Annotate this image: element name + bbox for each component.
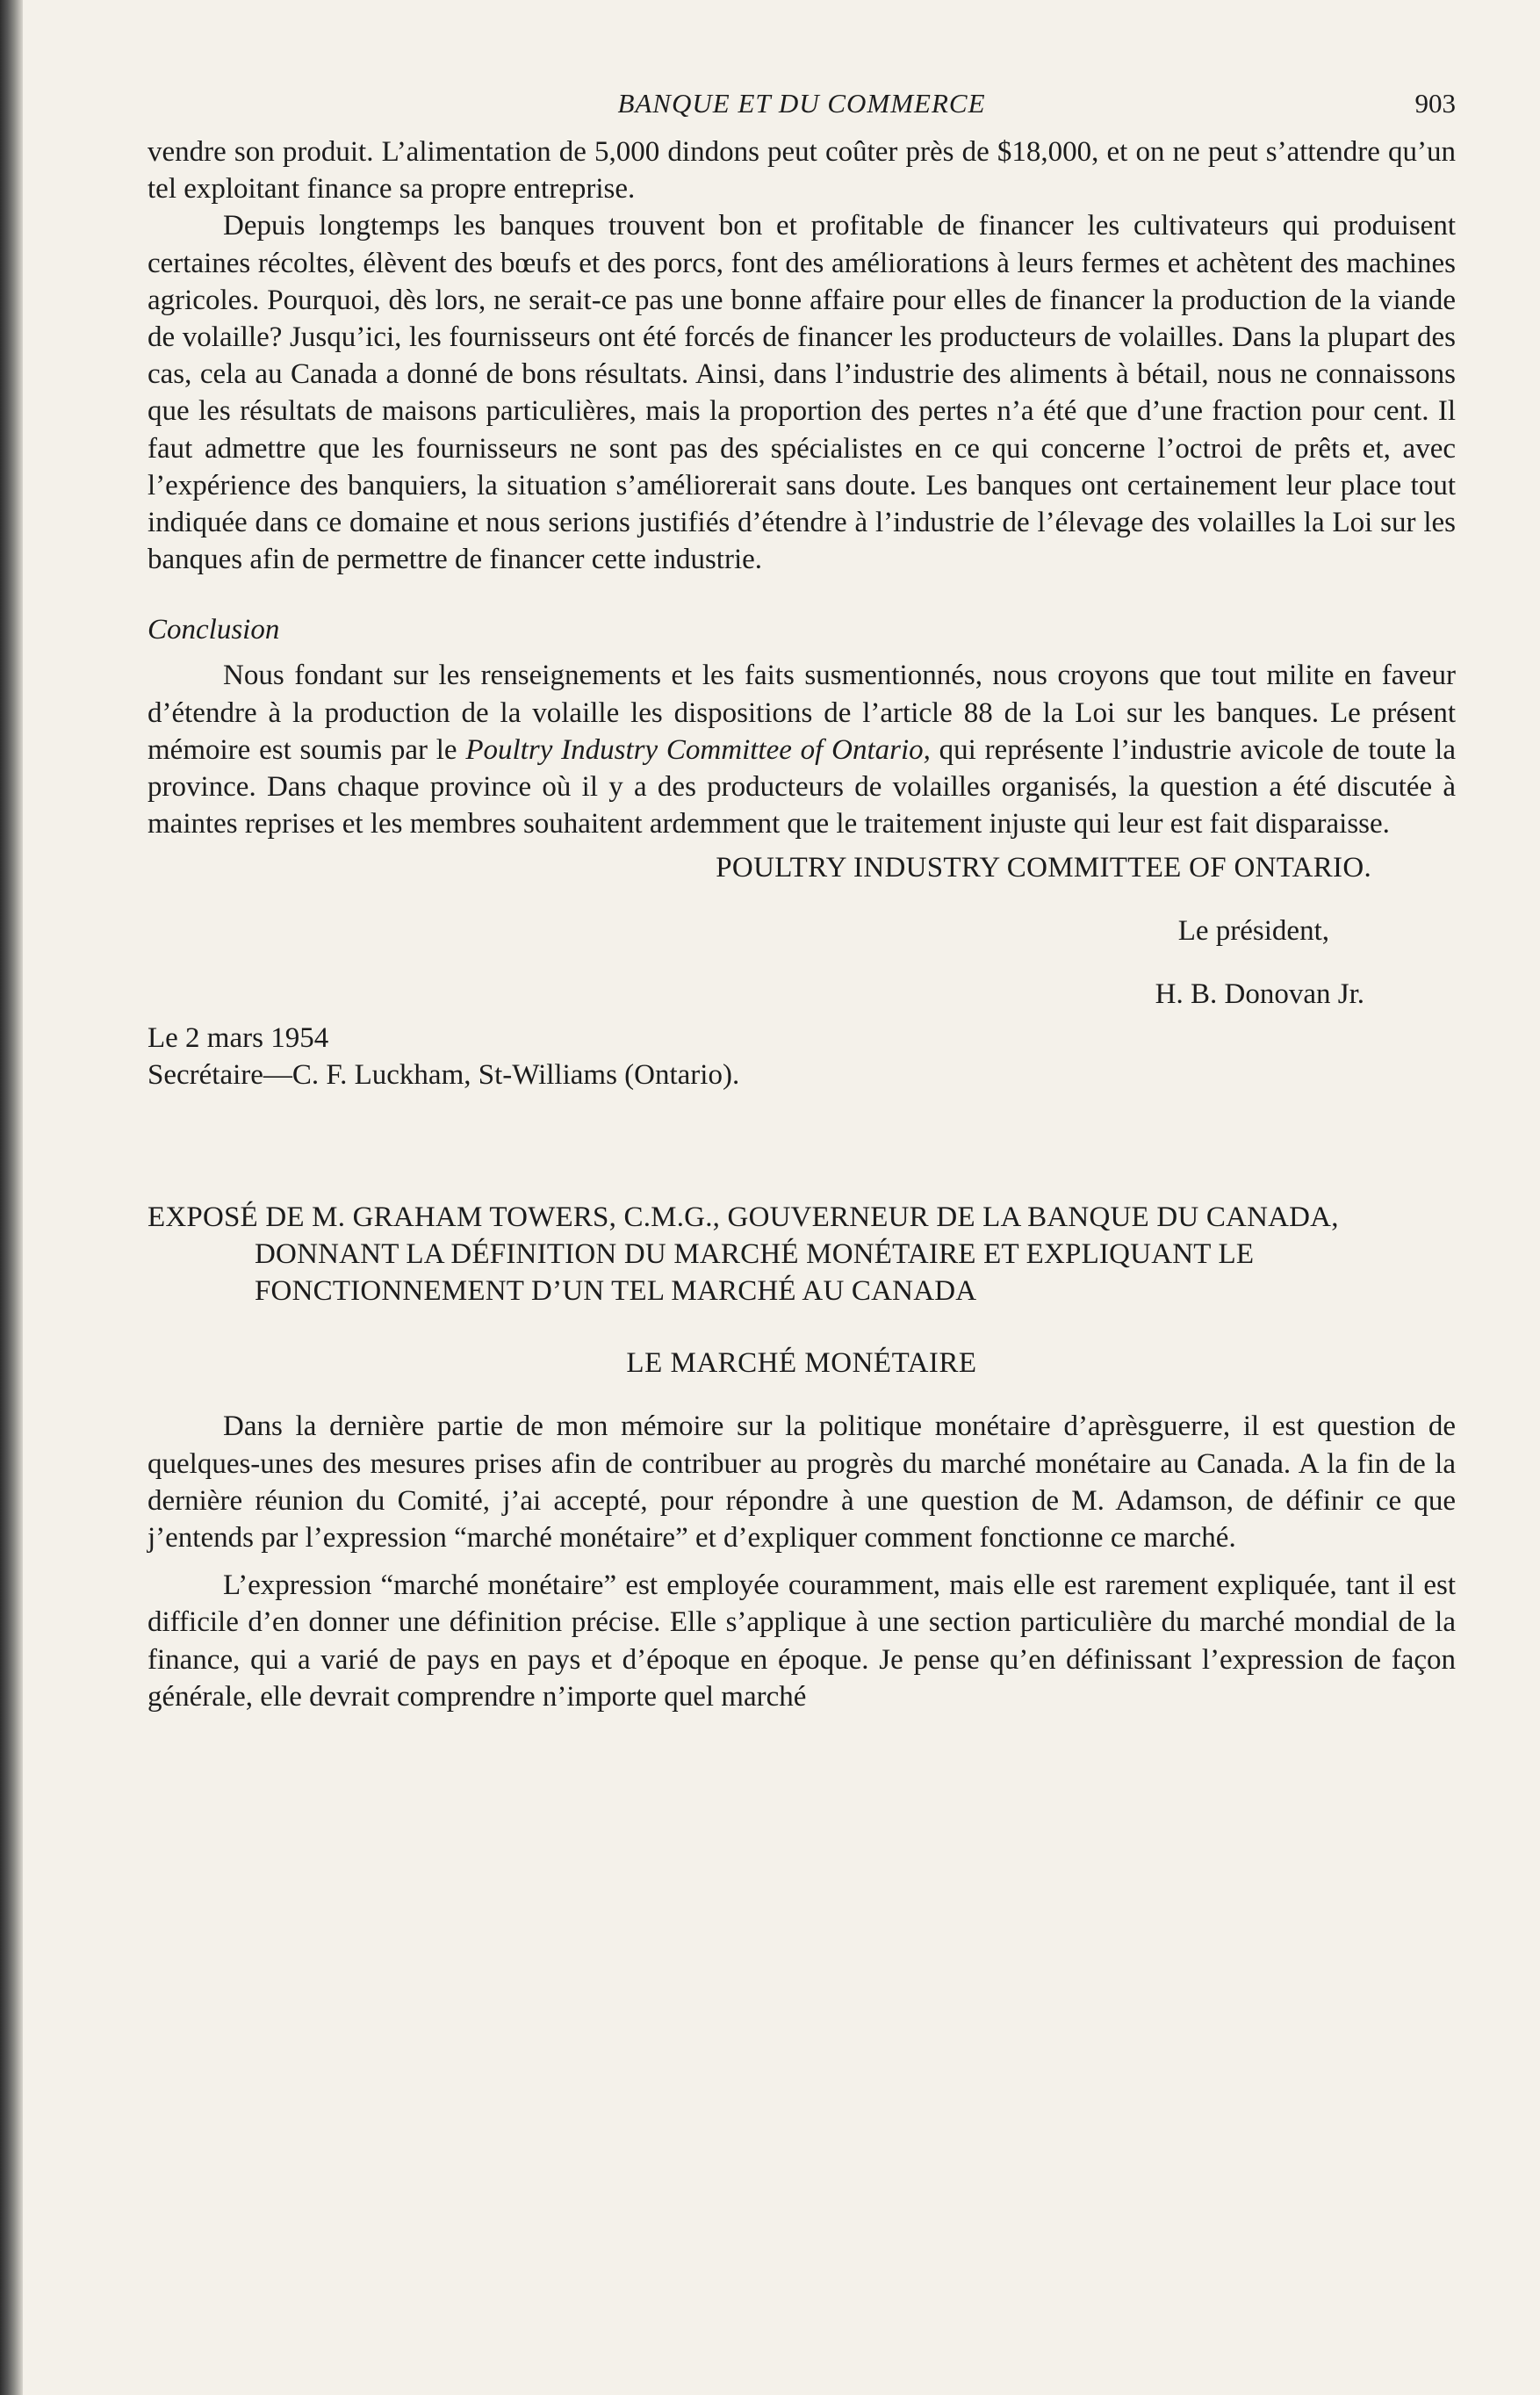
secretary-line: Secrétaire—C. F. Luckham, St-Williams (Ontario). [148,1059,740,1092]
signature-role: Le président, [1177,915,1329,948]
paragraph-money-market-definition: L’expression “marché monétaire” est employée couramment, mais elle est rarement expliquée, tant il est difficile d’en donner une définition précise. Elle s’applique à une section particulière du marché mondial de la finance, qui a varié de pays en pays et d’époque en époque. Je pense qu’en définissant l’expression de façon générale, elle devrait comprendre n’importe quel marché [148,1569,1456,1713]
paragraph-conclusion [148,657,1456,842]
committee-name-italic: Poultry Industry Committee of Ontario, [465,733,931,766]
section-heading-money-market: LE MARCHÉ MONÉTAIRE [626,1347,977,1380]
paragraph-continuation: vendre son produit. L’alimentation de 5,000 dindons peut coûter près de $18,000, et on ne peut s’attendre qu’un tel exploitant finance sa propre entreprise. [148,136,1456,206]
book-spine-shadow [0,0,23,2395]
document-page [148,88,1456,1715]
document-date: Le 2 mars 1954 [148,1022,329,1055]
running-header [148,88,1456,133]
statement-heading: EXPOSÉ DE M. GRAHAM TOWERS, C.M.G., GOUVERNEUR DE LA BANQUE DU CANADA, DONNANT LA DÉFINITION DU MARCHÉ MONÉTAIRE ET EXPLIQUANT LE FONCTIONNEMENT D’UN TEL MARCHÉ AU CANADA [148,1201,1339,1308]
conclusion-text-before: Nous fondant sur les renseignements et les faits susmentionnés, nous croyons que tout milite en faveur d’étendre à la production de la volaille les dispositions de l’article 88 de la Loi sur les banques. Le présent mémoire est soumis par le [148,660,1456,766]
paragraph-spacer [148,1556,1456,1567]
signature-name: H. B. Donovan Jr. [1155,978,1364,1011]
paragraph-money-market-intro: Dans la dernière partie de mon mémoire sur la politique monétaire d’aprèsguerre, il est question de quelques-unes des mesures prises afin de contribuer au progrès du marché monétaire au Canada. A la fin de la dernière réunion du Comité, j’ai accepté, pour répondre à une question de M. Adamson, de définir ce que j’entends par l’expression “marché monétaire” et d’expliquer comment fonctionne ce marché. [148,1410,1456,1555]
paragraph-banks-financing: Depuis longtemps les banques trouvent bon et profitable de financer les cultivateurs qui produisent certaines récoltes, élèvent des bœufs et des porcs, font des améliorations à leurs fermes et achètent des machines agricoles. Pourquoi, dès lors, ne serait-ce pas une bonne affaire pour elles de financer la production de la viande de volaille? Jusqu’ici, les fournisseurs ont été forcés de financer les producteurs de volailles. Dans la plupart des cas, cela au Canada a donné de bons résultats. Ainsi, dans l’industrie des aliments à bétail, nous ne connaissons que les résultats de maisons particulières, mais la proportion des pertes n’a été que d’une fraction pour cent. Il faut admettre que les fournisseurs ne sont pas des spécialistes en ce qui concerne l’octroi de prêts et, avec l’expérience des banquiers, la situation s’améliorerait sans doute. Les banques ont certainement leur place tout indiquée dans ce domaine et nous serions justifiés d’étendre à l’industrie de l’élevage des volailles la Loi sur les banques afin de permettre de financer cette industrie. [148,210,1456,576]
page-number: 903 [1414,88,1456,119]
running-title: BANQUE ET DU COMMERCE [617,88,986,119]
conclusion-text-after: qui représente l’industrie avicole de toute la province. Dans chaque province où il y a des producteurs de volailles organisés, la question a été discutée à maintes reprises et les membres souhaitent ardemment que le traitement injuste qui leur est fait disparaisse. [148,733,1456,840]
signature-organization: POULTRY INDUSTRY COMMITTEE OF ONTARIO. [716,852,1371,884]
section-heading-conclusion: Conclusion [148,614,280,646]
